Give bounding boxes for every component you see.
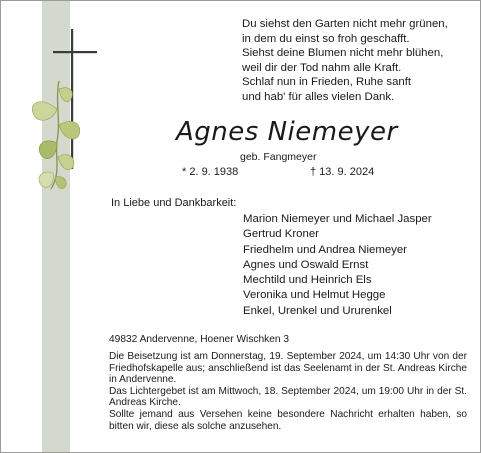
mourner-name: Veronika und Helmut Hegge	[243, 289, 386, 302]
poem-line: Schlaf nun in Frieden, Ruhe sanft	[242, 76, 412, 89]
birth-name: geb. Fangmeyer	[240, 151, 317, 163]
memorial-poem	[242, 17, 448, 105]
poem-line: und hab' für alles vielen Dank.	[242, 90, 395, 103]
mourner-name: Marion Niemeyer und Michael Jasper	[243, 213, 432, 225]
family-address: 49832 Andervenne, Hoener Wischken 3	[109, 334, 290, 345]
funeral-notices	[109, 351, 467, 432]
mourner-name: Agnes und Oswald Ernst	[243, 258, 369, 271]
ivy-leaves-icon	[21, 81, 91, 191]
deceased-name: Agnes Niemeyer	[176, 117, 398, 147]
mourners-list	[243, 212, 432, 319]
poem-line: weil dir der Tod nahm alle Kraft.	[242, 61, 402, 74]
funeral-notice: Sollte jemand aus Versehen keine besondere Nachricht erhalten haben, so bitten wir, diese als solche anzusehen.	[109, 408, 467, 432]
mourner-name: Mechtild und Heinrich Els	[243, 274, 372, 287]
birth-date: * 2. 9. 1938	[182, 166, 239, 178]
poem-line: Du siehst den Garten nicht mehr grünen,	[242, 18, 448, 30]
funeral-notice: Das Lichtergebet ist am Mittwoch, 18. September 2024, um 19:00 Uhr in der St. Andreas Kirche.	[109, 385, 467, 409]
mourner-name: Gertrud Kroner	[243, 228, 319, 241]
mourners-heading: In Liebe und Dankbarkeit:	[111, 197, 237, 209]
mourner-name: Friedhelm und Andrea Niemeyer	[243, 243, 407, 256]
mourner-name: Enkel, Urenkel und Ururenkel	[243, 304, 392, 317]
poem-line: in dem du einst so froh geschafft.	[242, 32, 410, 45]
poem-line: Siehst deine Blumen nicht mehr blühen,	[242, 47, 444, 60]
funeral-notice: Die Beisetzung ist am Donnerstag, 19. September 2024, um 14:30 Uhr von der Friedhofskapelle aus; anschließend ist das Seelenamt in der St. Andreas Kirche in Andervenne.	[109, 351, 467, 386]
death-date: † 13. 9. 2024	[310, 166, 375, 178]
